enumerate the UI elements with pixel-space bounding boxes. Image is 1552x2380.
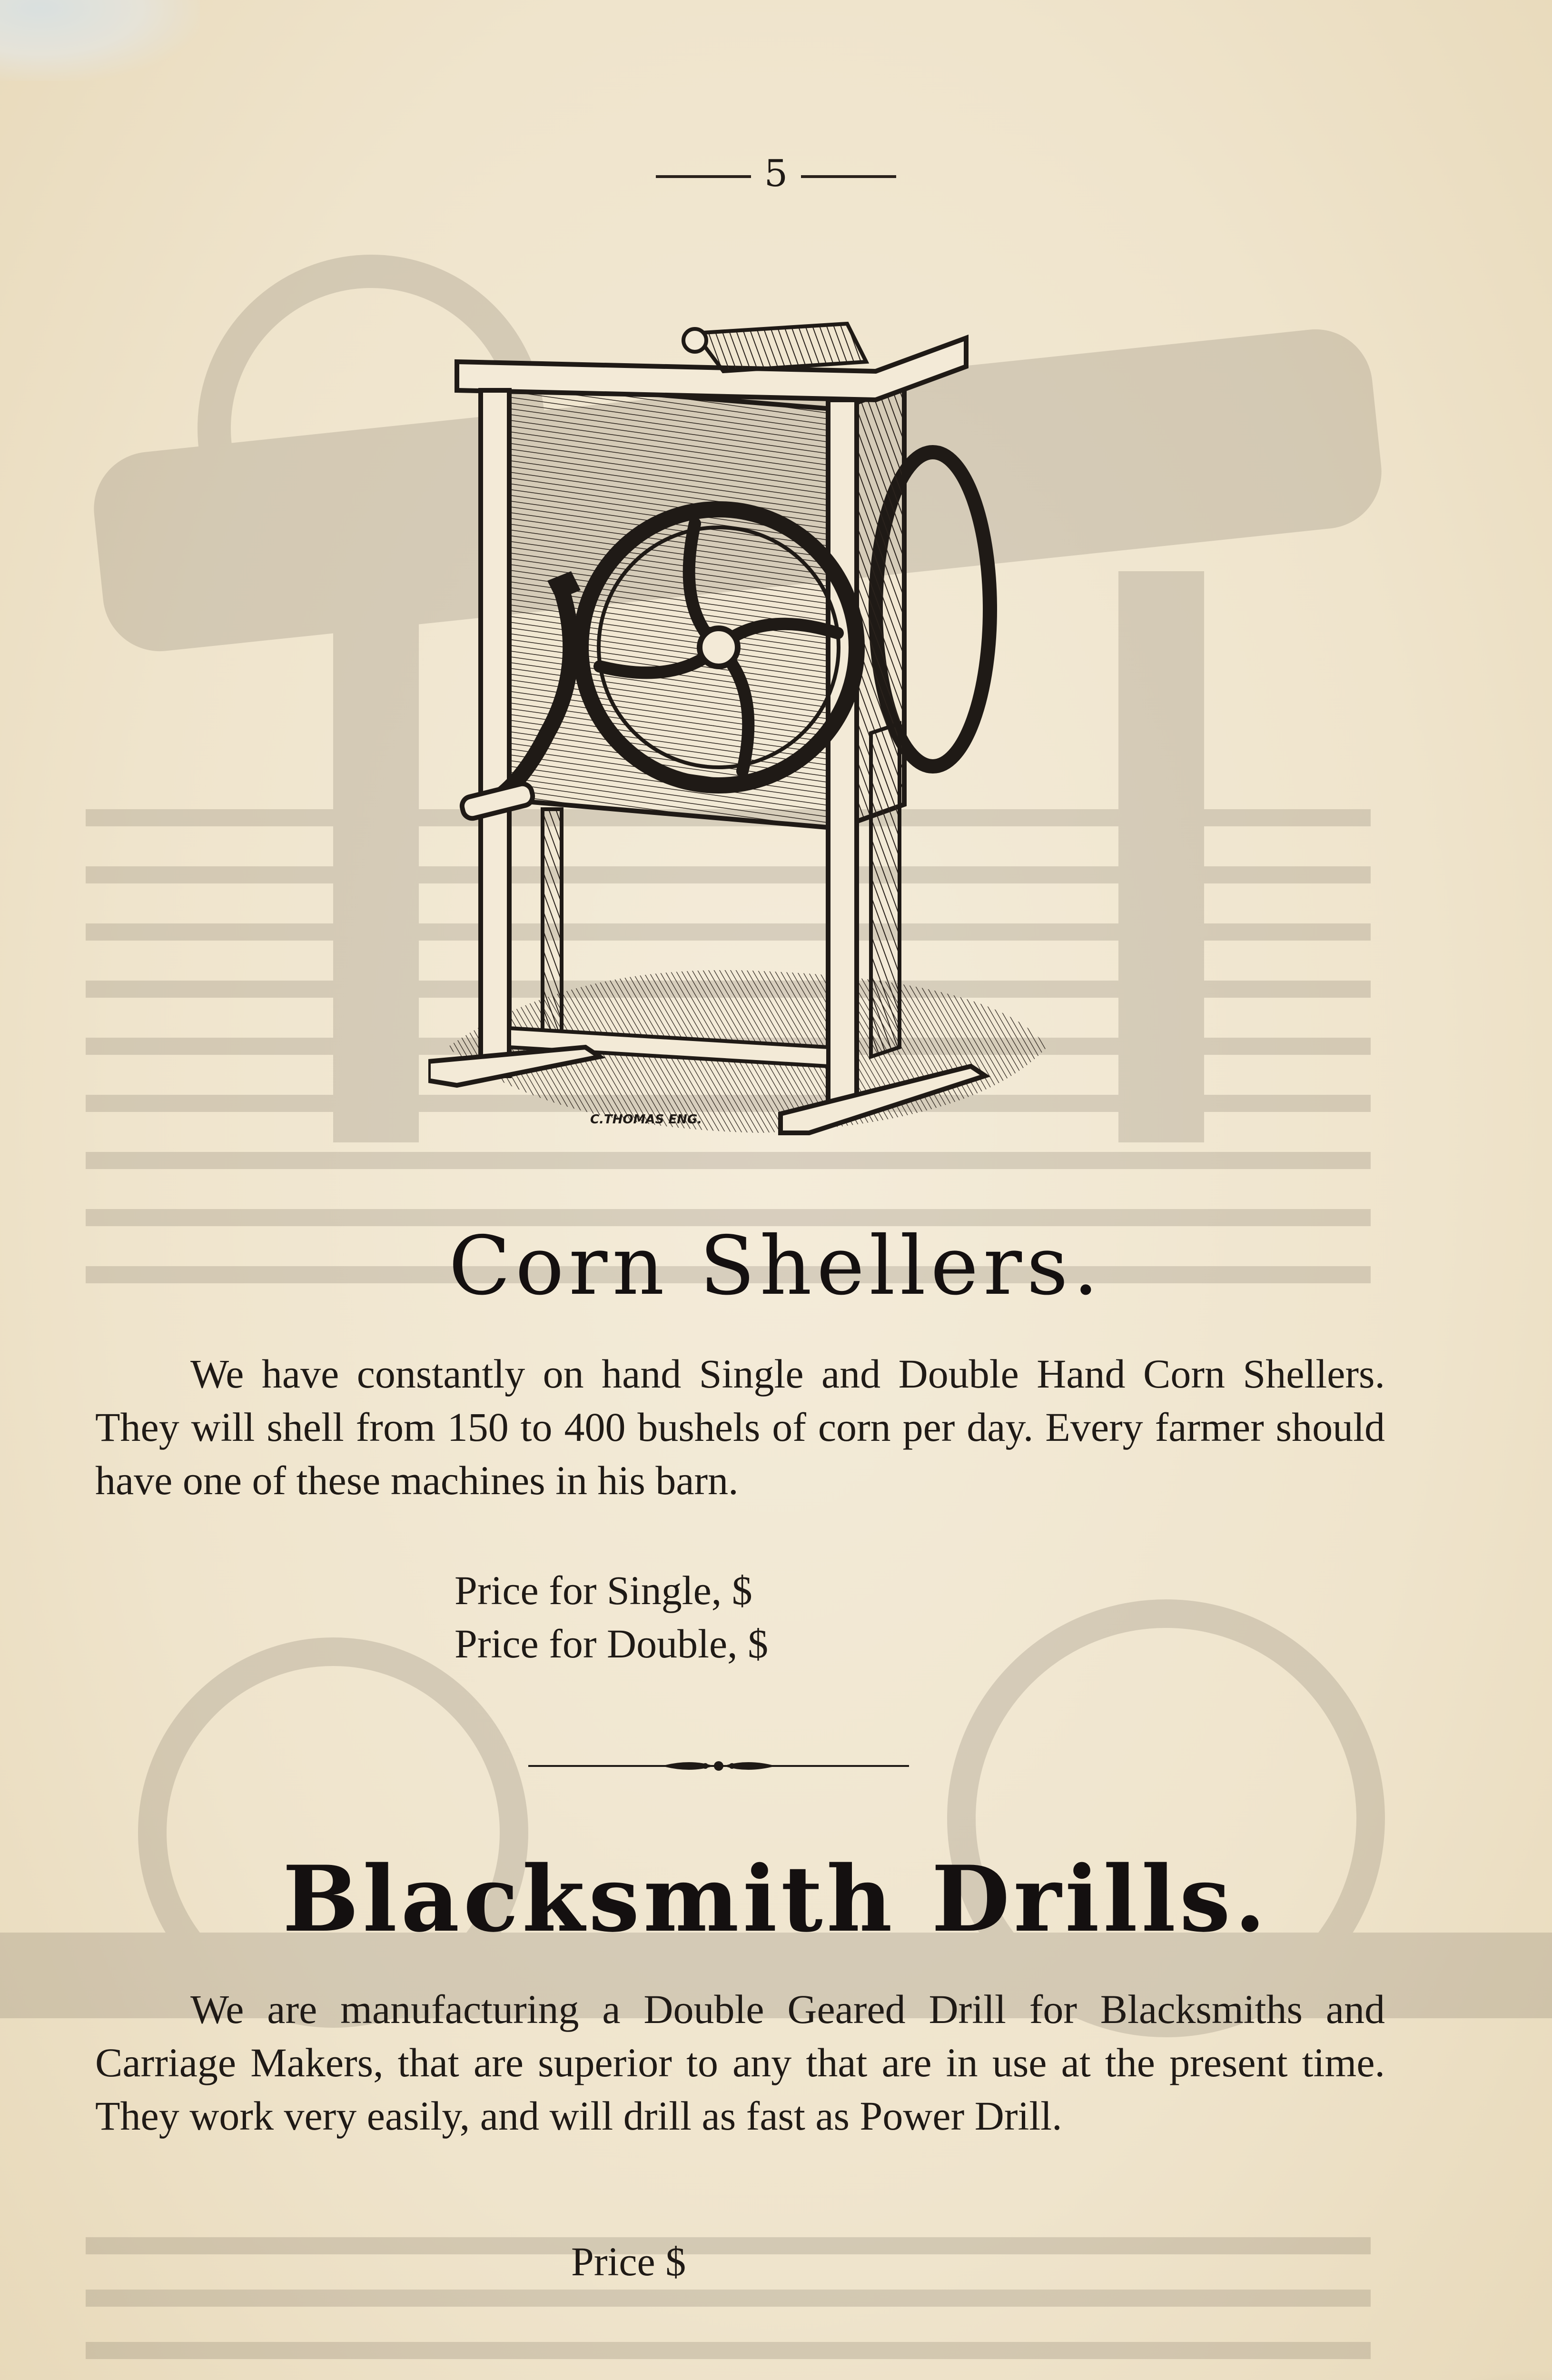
price-single-line: Price for Single, $: [455, 1567, 752, 1613]
page-number-text: 5: [764, 152, 788, 195]
page-number: [0, 152, 1552, 195]
section-divider-ornament: [528, 1752, 909, 1780]
price-drill-line: Price $: [571, 2239, 686, 2284]
corn-shellers-description: We have constantly on hand Single and Double Hand Corn Shellers. They will shell from 150 to 400 bushels of corn per day. Every farmer should have one of these machines in his barn.: [95, 1351, 1385, 1503]
blacksmith-drills-heading: Blacksmith Drills.: [282, 1846, 1270, 1952]
folio-rule-left: [656, 175, 751, 178]
engraver-credit: C.THOMAS ENG.: [590, 1112, 702, 1127]
blacksmith-drills-description: We are manufacturing a Double Geared Drill for Blacksmiths and Carriage Makers, that are superior to any that are in use at the present time. They work very easily, and will drill as fast as Power Drill.: [95, 1986, 1385, 2139]
corn-shellers-heading: Corn Shellers.: [448, 1219, 1104, 1313]
corn-sheller-illustration: [428, 305, 1104, 1190]
folio-rule-right: [801, 175, 896, 178]
price-double-line: Price for Double, $: [455, 1621, 769, 1666]
